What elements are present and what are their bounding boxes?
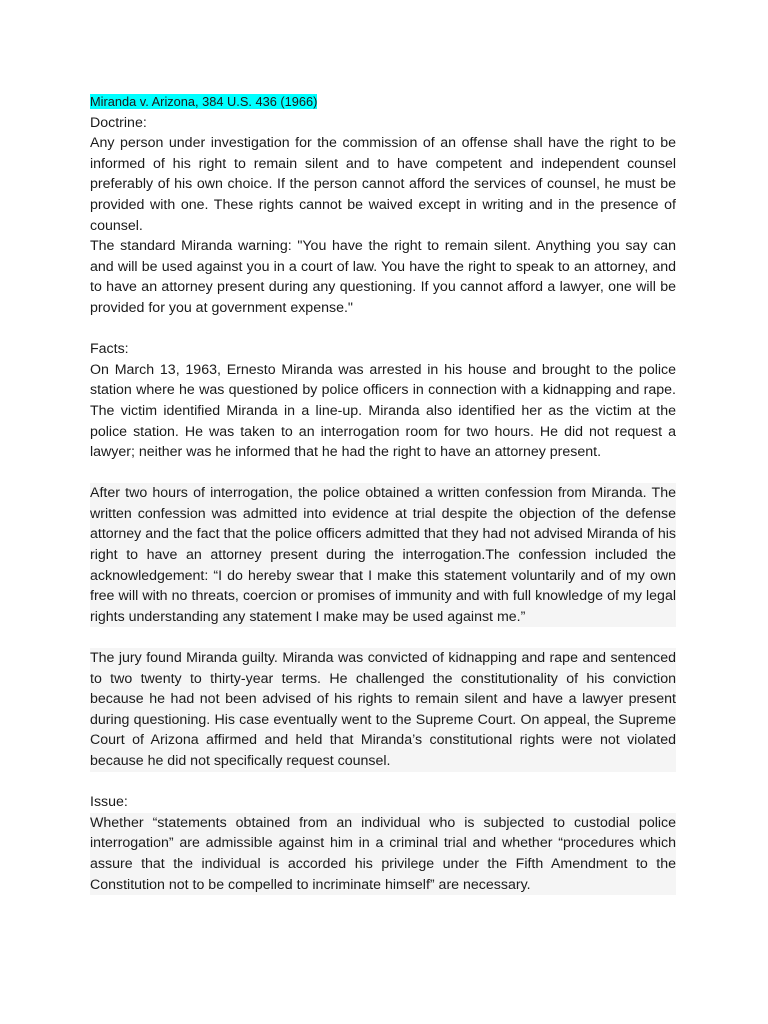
case-title-line [90,92,676,113]
case-title[interactable]: Miranda v. Arizona, 384 U.S. 436 (1966) [90,94,318,109]
facts-paragraph-2: After two hours of interrogation, the police obtained a written confession from Miranda. The written confession was admitted into evidence at trial despite the objection of the defense attorney and the fact that the police officers admitted that they had not advised Miranda of his right to have an attorney present during the interrogation.The confession included the acknowledgement: “I do hereby swear that I make this statement voluntarily and of my own free will with no threats, coercion or promises of immunity and with full knowledge of my legal rights understanding any statement I make may be used against me.” [90,483,676,627]
facts-paragraph-1: On March 13, 1963, Ernesto Miranda was arrested in his house and brought to the police station where he was questioned by police officers in connection with a kidnapping and rape. The victim identified Miranda in a line-up. Miranda also identified her as the victim at the police station. He was taken to an interrogation room for two hours. He did not request a lawyer; neither was he informed that he had the right to have an attorney present. [90,361,676,461]
doctrine-paragraph-2: The standard Miranda warning: "You have the right to remain silent. Anything you say can and will be used against you in a court of law. You have the right to speak to an attorney, and to have an attorney present during any questioning. If you cannot afford a lawyer, one will be provided for you at government expense." [90,238,676,316]
doctrine-heading: Doctrine: [90,114,147,131]
issue-heading: Issue: [90,794,128,811]
facts-heading: Facts: [90,341,129,358]
doctrine-paragraph-1: Any person under investigation for the commission of an offense shall have the right to be informed of his right to remain silent and to have competent and independent counsel preferably of his own choice. If the person cannot afford the services of counsel, he must be provided with one. These rights cannot be waived except in writing and in the presence of counsel. [90,135,676,234]
issue-paragraph: Whether “statements obtained from an individual who is subjected to custodial police interrogation” are admissible against him in a criminal trial and whether “procedures which assure that the individual is accorded his privilege under the Fifth Amendment to the Constitution not to be compelled to incriminate himself” are necessary. [90,813,676,895]
document-page [90,92,676,895]
spacer [90,772,676,793]
spacer [90,463,676,484]
facts-paragraph-3: The jury found Miranda guilty. Miranda was convicted of kidnapping and rape and sentenced to two twenty to thirty-year terms. He challenged the constitutionality of his conviction because he had not been advised of his rights to remain silent and have a lawyer present during questioning. His case eventually went to the Supreme Court. On appeal, the Supreme Court of Arizona affirmed and held that Miranda’s constitutional rights were not violated because he did not specifically request counsel. [90,648,676,772]
spacer [90,627,676,648]
spacer [90,319,676,340]
